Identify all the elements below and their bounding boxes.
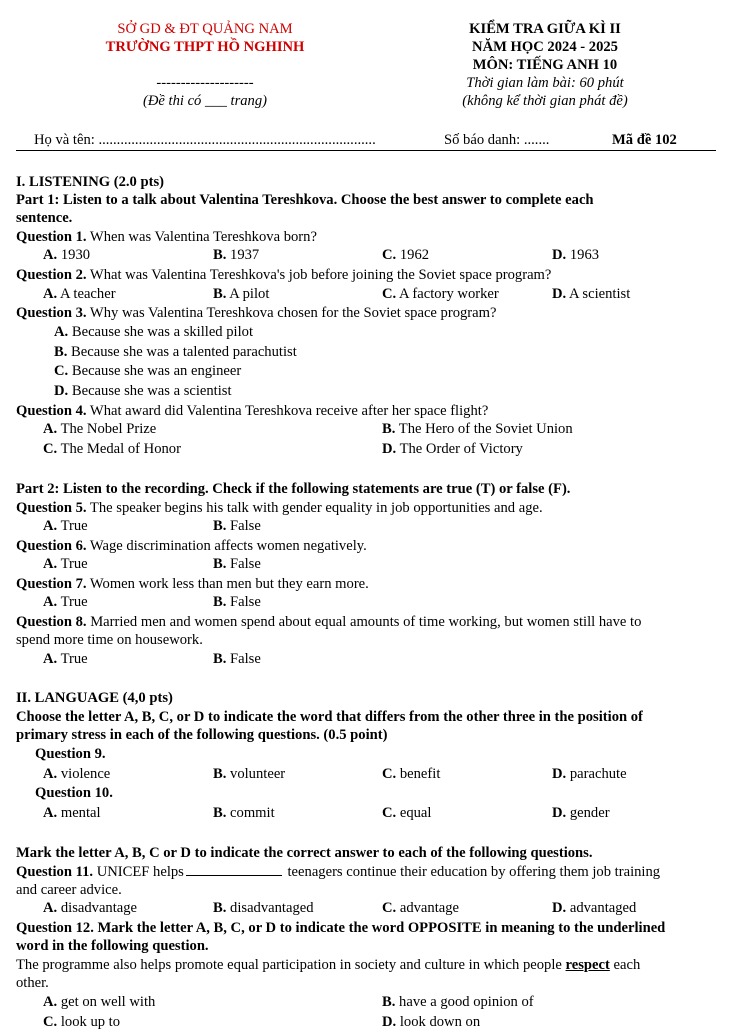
- time-limit: Thời gian làm bài: 60 phút: [466, 75, 624, 91]
- q3-option-d[interactable]: D. Because she was a scientist: [54, 383, 232, 399]
- question-3: Question 3. Why was Valentina Tereshkova chosen for the Soviet space program?: [16, 305, 497, 321]
- q2-option-c[interactable]: C. A factory worker: [382, 286, 499, 302]
- q3-option-a[interactable]: A. Because she was a skilled pilot: [54, 324, 254, 340]
- q4-option-c[interactable]: C. The Medal of Honor: [43, 441, 181, 457]
- page-count-note: (Đề thi có ___ trang): [142, 93, 268, 109]
- q10-option-c[interactable]: C. equal: [382, 805, 432, 821]
- q7-option-true[interactable]: A. True: [43, 594, 88, 610]
- q4-option-a[interactable]: A. The Nobel Prize: [43, 421, 157, 437]
- q9-option-d[interactable]: D. parachute: [552, 766, 627, 782]
- q4-option-b[interactable]: B. The Hero of the Soviet Union: [382, 421, 573, 437]
- q4-option-d[interactable]: D. The Order of Victory: [382, 441, 523, 457]
- name-field: Họ và tên: ............................................................................: [34, 132, 376, 148]
- q5-option-true[interactable]: A. True: [43, 518, 88, 534]
- q7-option-false[interactable]: B. False: [213, 594, 261, 610]
- time-note: (không kể thời gian phát đề): [462, 93, 628, 109]
- question-8-cont: spend more time on housework.: [16, 632, 203, 648]
- q12-option-a[interactable]: A. get on well with: [43, 994, 156, 1010]
- part1-instruction-cont: sentence.: [16, 210, 73, 226]
- candidate-number-field: Số báo danh: .......: [444, 132, 550, 148]
- section-listening-title: I. LISTENING (2.0 pts): [16, 174, 164, 190]
- part1-instruction: Part 1: Listen to a talk about Valentina Tereshkova. Choose the best answer to complete each: [16, 192, 594, 208]
- q9-option-a[interactable]: A. violence: [43, 766, 111, 782]
- stress-instruction-cont: primary stress in each of the following questions. (0.5 point): [16, 727, 388, 743]
- q8-option-true[interactable]: A. True: [43, 651, 88, 667]
- q10-option-d[interactable]: D. gender: [552, 805, 610, 821]
- q12-option-b[interactable]: B. have a good opinion of: [382, 994, 534, 1010]
- question-12-sentence-cont: other.: [16, 975, 49, 991]
- exam-title: KIỂM TRA GIỮA KÌ II: [469, 21, 621, 37]
- question-9: Question 9.: [35, 746, 106, 762]
- exam-code: Mã đề 102: [612, 132, 677, 148]
- question-1: Question 1. When was Valentina Tereshkova born?: [16, 229, 317, 245]
- header-divider: [16, 150, 716, 151]
- school-name: TRƯỜNG THPT HỒ NGHINH: [105, 39, 305, 55]
- mcq-instruction: Mark the letter A, B, C or D to indicate the correct answer to each of the following questions.: [16, 845, 593, 861]
- header-dash: --------------------: [156, 75, 254, 91]
- q5-option-false[interactable]: B. False: [213, 518, 261, 534]
- underlined-word: respect: [565, 957, 610, 973]
- q8-option-false[interactable]: B. False: [213, 651, 261, 667]
- section-language-title: II. LANGUAGE (4,0 pts): [16, 690, 173, 706]
- question-12-sentence: The programme also helps promote equal participation in society and culture in which people respect each: [16, 957, 641, 973]
- q9-option-b[interactable]: B. volunteer: [213, 766, 286, 782]
- question-7: Question 7. Women work less than men but they earn more.: [16, 576, 369, 592]
- q12-option-d[interactable]: D. look down on: [382, 1014, 481, 1030]
- q1-option-b[interactable]: B. 1937: [213, 247, 260, 263]
- q2-option-d[interactable]: D. A scientist: [552, 286, 631, 302]
- question-10: Question 10.: [35, 785, 113, 801]
- school-year: NĂM HỌC 2024 - 2025: [472, 39, 618, 55]
- question-11: Question 11. UNICEF helps teenagers continue their education by offering them job training: [16, 864, 661, 880]
- q1-option-a[interactable]: A. 1930: [43, 247, 91, 263]
- question-5: Question 5. The speaker begins his talk with gender equality in job opportunities and age.: [16, 500, 543, 516]
- q6-option-false[interactable]: B. False: [213, 556, 261, 572]
- q2-option-a[interactable]: A. A teacher: [43, 286, 116, 302]
- stress-instruction: Choose the letter A, B, C, or D to indicate the word that differs from the other three in the position of: [16, 709, 643, 725]
- q11-option-b[interactable]: B. disadvantaged: [213, 900, 314, 916]
- question-11-cont: and career advice.: [16, 882, 122, 898]
- q2-option-b[interactable]: B. A pilot: [213, 286, 270, 302]
- question-12-cont: word in the following question.: [16, 938, 209, 954]
- school-department: SỞ GD & ĐT QUẢNG NAM: [117, 21, 293, 37]
- q1-option-c[interactable]: C. 1962: [382, 247, 430, 263]
- subject: MÔN: TIẾNG ANH 10: [472, 57, 618, 73]
- q12-option-c[interactable]: C. look up to: [43, 1014, 121, 1030]
- q10-option-b[interactable]: B. commit: [213, 805, 275, 821]
- q11-option-c[interactable]: C. advantage: [382, 900, 460, 916]
- q6-option-true[interactable]: A. True: [43, 556, 88, 572]
- q3-option-c[interactable]: C. Because she was an engineer: [54, 363, 242, 379]
- q1-option-d[interactable]: D. 1963: [552, 247, 600, 263]
- question-4: Question 4. What award did Valentina Tereshkova receive after her space flight?: [16, 403, 489, 419]
- q3-option-b[interactable]: B. Because she was a talented parachutist: [54, 344, 297, 360]
- question-6: Question 6. Wage discrimination affects women negatively.: [16, 538, 367, 554]
- q11-blank: [186, 863, 282, 876]
- q10-option-a[interactable]: A. mental: [43, 805, 101, 821]
- question-8: Question 8. Married men and women spend about equal amounts of time working, but women still have to: [16, 614, 642, 630]
- question-12: Question 12. Mark the letter A, B, C, or D to indicate the word OPPOSITE in meaning to the underlined: [16, 920, 666, 936]
- q11-option-d[interactable]: D. advantaged: [552, 900, 637, 916]
- q9-option-c[interactable]: C. benefit: [382, 766, 441, 782]
- question-2: Question 2. What was Valentina Tereshkova's job before joining the Soviet space program?: [16, 267, 552, 283]
- q11-option-a[interactable]: A. disadvantage: [43, 900, 138, 916]
- part2-instruction: Part 2: Listen to the recording. Check if the following statements are true (T) or false (F).: [16, 481, 571, 497]
